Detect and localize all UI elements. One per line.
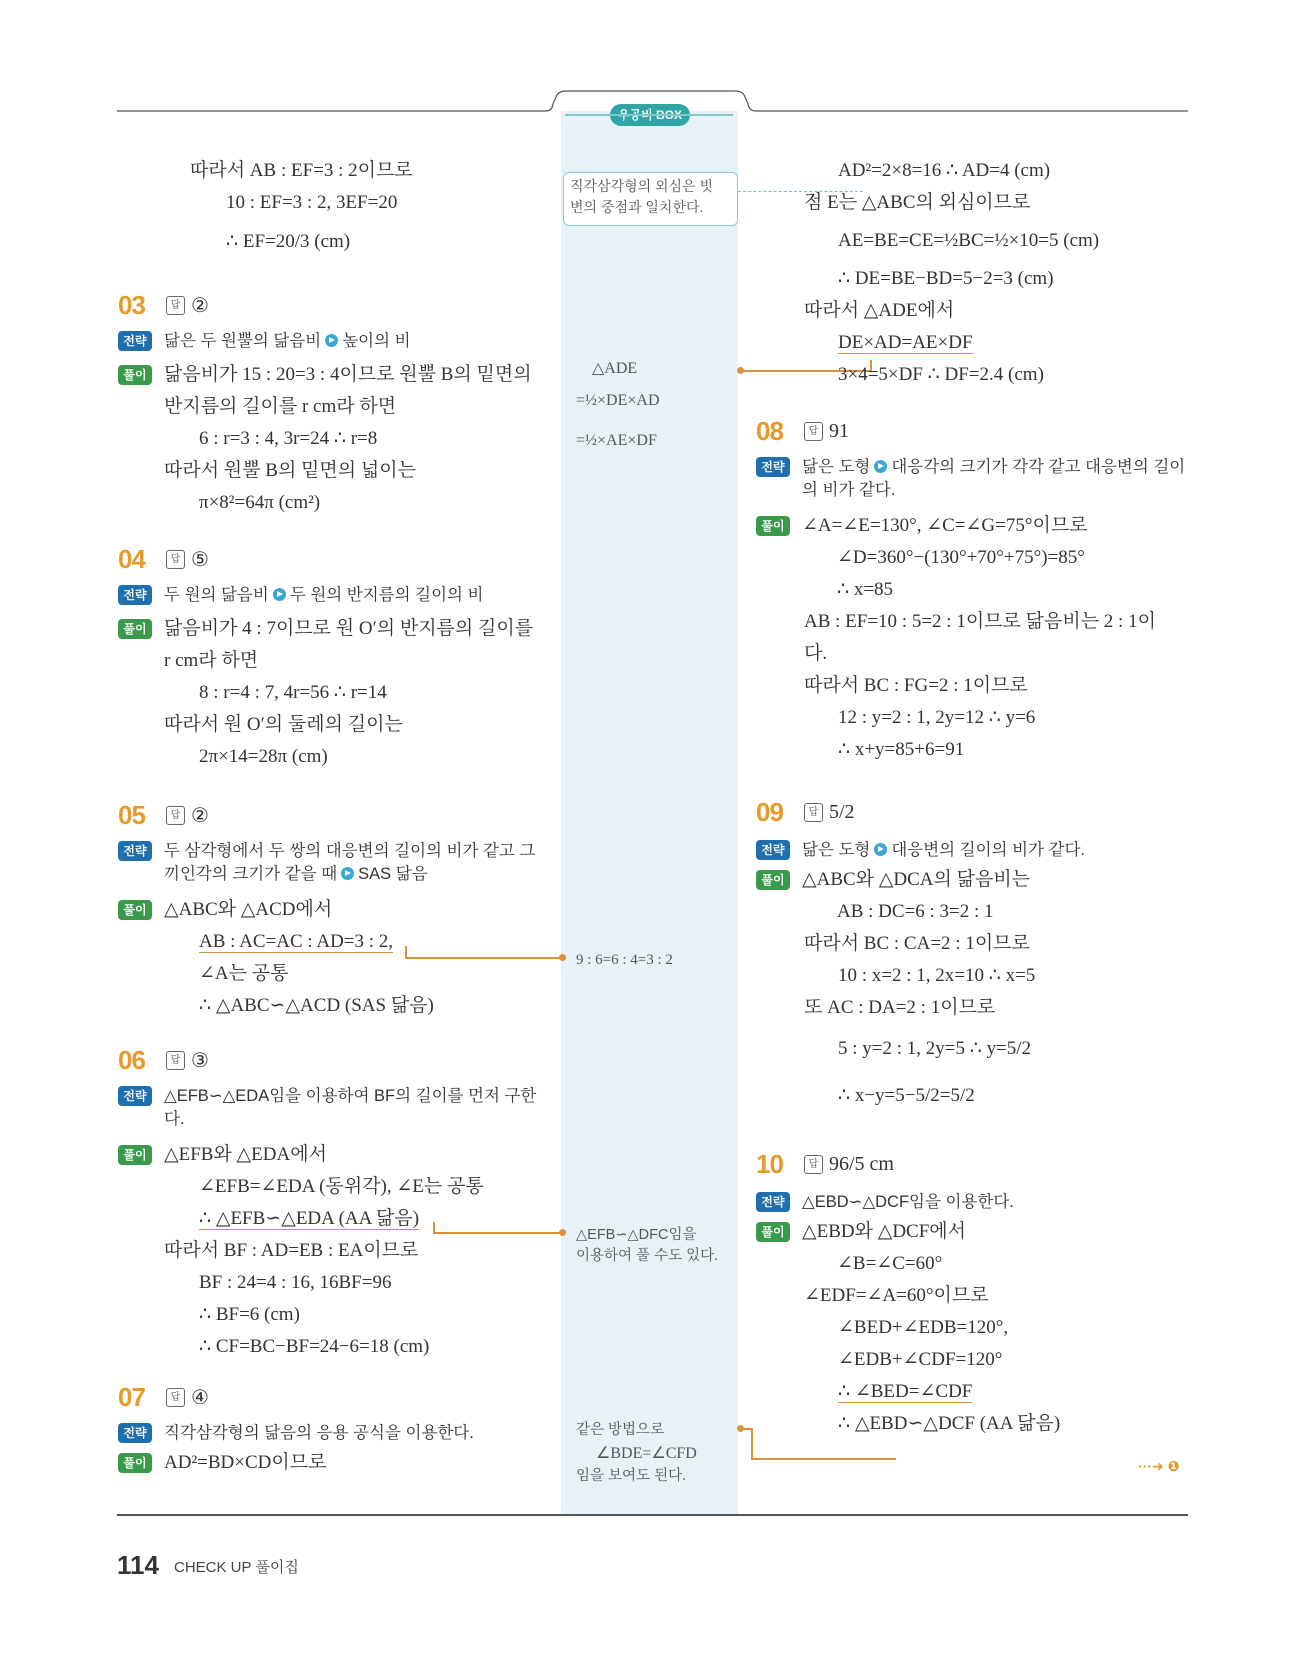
solution-line: ∠BED+∠EDB=120°, [838,1317,1009,1338]
solution-row [118,359,548,519]
strategy-row [118,579,548,607]
answer-value: ④ [191,1386,209,1409]
solution-tag: 풀이 [756,870,790,890]
solution-body [802,510,1196,606]
solution-body [802,1216,1196,1280]
problem-number: 04 [118,543,145,574]
strategy-tag: 전략 [118,1086,152,1106]
solution-line: AB : DC=6 : 3=2 : 1 [837,901,994,922]
answer-icon: 답 [166,296,185,315]
strategy-text: 두 원의 닮음비 두 원의 반지름의 길이의 비 [164,586,484,604]
solution-line: △ABC와 △ACD에서 [164,899,333,920]
note-ratio: 9 : 6=6 : 4=3 : 2 [576,952,673,968]
solution-line: 따라서 BC : CA=2 : 1이므로 [804,933,1030,954]
problem-number: 06 [118,1044,145,1075]
solution-line: ∠D=360°−(130°+70°+75°)=85° [837,547,1085,568]
highlight-underline: ∴ △EFB∽△EDA (AA 닮음) [199,1208,420,1229]
answer-value: 5/2 [829,800,855,823]
solution-line: ∴ DE=BE−BD=5−2=3 (cm) [838,268,1054,289]
problem-header [756,411,1196,451]
solution-line [164,926,548,958]
solution-line: 닮음비가 4 : 7이므로 원 O′의 반지름의 길이를 [164,618,534,639]
problem-number: 08 [756,415,783,446]
arrow-icon [874,460,887,473]
solution-line: ∠A=∠E=130°, ∠C=∠G=75°이므로 [802,515,1088,536]
strategy-tag: 전략 [756,1192,790,1212]
solution-line [756,1376,1196,1408]
solution-line: ∴ EF=20/3 (cm) [226,231,351,252]
note-area-3: =½×AE×DF [576,432,657,449]
problem-number: 03 [118,289,145,320]
strategy-text: 두 삼각형에서 두 쌍의 대응변의 길이의 비가 같고 그 끼인각의 크기가 같을 때 SAS 닮음 [164,842,536,883]
answer-icon: 답 [166,1388,185,1407]
solution-line [756,327,1196,359]
solution-tag: 풀이 [118,1453,152,1473]
solution-line: AD²=2×8=16 ∴ AD=4 (cm) [838,160,1051,181]
strategy-row [118,1417,548,1445]
solution-tag: 풀이 [118,1145,152,1165]
strategy-text: 직각삼각형의 닮음의 응용 공식을 이용한다. [164,1424,474,1442]
page-number: 114 [117,1550,159,1580]
strategy-tag: 전략 [118,585,152,605]
solution-line [164,1203,548,1235]
book-title: CHECK UP 풀이집 [174,1559,299,1576]
left-column [118,155,548,1479]
problem-number: 10 [756,1148,783,1179]
solution-line: 또 AC : DA=2 : 1이므로 [804,997,996,1018]
strategy-text: 닮은 두 원뿔의 닮음비 높이의 비 [164,332,411,350]
box-label-line [565,114,733,116]
arrow-icon [325,334,338,347]
solution-line: ∠A는 공통 [199,963,289,984]
solution-line: 따라서 원뿔 B의 밑면의 넓이는 [164,460,416,481]
solution-line: △EBD와 △DCF에서 [802,1221,966,1242]
solution-line: 따라서 AB : EF=3 : 2이므로 [190,160,413,181]
answer-value: ③ [191,1049,209,1072]
strategy-text: △EFB∽△EDA임을 이용하여 BF의 길이를 먼저 구한다. [164,1087,537,1128]
solution-line: 6 : r=3 : 4, 3r=24 ∴ r=8 [199,428,378,449]
solution-row [756,1216,1196,1280]
arrow-icon [273,588,286,601]
solution-line: AE=BE=CE=½BC=½×10=5 (cm) [838,230,1100,251]
strategy-text: △EBD∽△DCF임을 이용한다. [802,1193,1014,1211]
leader-line [751,1428,753,1459]
solution-body [164,894,548,1022]
answer-icon: 답 [166,1051,185,1070]
solution-body [164,359,548,519]
solution-line: 10 : EF=3 : 2, 3EF=20 [226,192,398,213]
answer-icon: 답 [166,806,185,825]
solution-tag: 풀이 [118,900,152,920]
solution-tag: 풀이 [756,1222,790,1242]
problem-header [118,1040,548,1080]
strategy-tag: 전략 [118,331,152,351]
solution-body [164,613,548,773]
problem-header [118,1377,548,1417]
solution-line: AD²=BD×CD이므로 [164,1452,327,1473]
problem-header [118,539,548,579]
answer-icon: 답 [804,1155,823,1174]
note-same-3: 임을 보여도 된다. [576,1468,687,1484]
note-area-1: △ADE [592,360,638,377]
footer-rule [117,1514,1188,1516]
continue-marker: ···➜ ❶ [1138,1458,1180,1474]
strategy-tag: 전략 [756,457,790,477]
solution-line: AB : EF=10 : 5=2 : 1이므로 닮음비는 2 : 1이 [804,611,1156,632]
solution-body [164,1139,548,1363]
solution-line: 점 E는 △ABC의 외심이므로 [804,192,1031,213]
highlight-underline: ∴ ∠BED=∠CDF [838,1381,973,1402]
problem-number: 09 [756,796,783,827]
strategy-text: 닮은 도형 대응변의 길이의 비가 같다. [802,841,1086,859]
solution-tag: 풀이 [756,516,790,536]
solution-tag: 풀이 [118,619,152,639]
solution-line: 닮음비가 15 : 20=3 : 4이므로 원뿔 B의 밑면의 [164,364,532,385]
solution-row [118,1139,548,1363]
strategy-text: 닮은 도형 대응각의 크기가 각각 같고 대응변의 길이의 비가 같다. [802,458,1186,499]
solution-line: ∴ BF=6 (cm) [199,1304,300,1325]
solution-line: 반지름의 길이를 r cm라 하면 [164,396,397,417]
solution-line: BF : 24=4 : 16, 16BF=96 [199,1272,392,1293]
strategy-row [118,325,548,353]
solution-line: 3×4=5×DF ∴ DF=2.4 (cm) [838,364,1044,385]
solution-line: ∠EDB+∠CDF=120° [838,1349,1003,1370]
answer-value: ② [191,294,209,317]
solution-row [118,1447,548,1479]
solution-line: 12 : y=2 : 1, 2y=12 ∴ y=6 [838,707,1036,728]
answer-icon: 답 [804,803,823,822]
problem-header [756,1144,1196,1184]
solution-line: 5 : y=2 : 1, 2y=5 ∴ y=5/2 [838,1038,1032,1059]
side-note-band [561,111,738,1516]
solution-body [802,864,1196,928]
solution-line: 다. [804,643,828,664]
problem-header [118,795,548,835]
solution-line: 2π×14=28π (cm) [199,746,328,767]
arrow-icon [874,843,887,856]
solution-body [164,1447,548,1479]
note-circumcenter: 직각삼각형의 외심은 빗 변의 중점과 일치한다. [563,172,738,226]
solution-row [756,510,1196,606]
solution-line: r cm라 하면 [164,650,259,671]
problem-header [756,792,1196,832]
solution-line: ∠EDF=∠A=60°이므로 [804,1285,989,1306]
answer-icon: 답 [166,550,185,569]
solution-line: ∴ x=85 [837,579,894,600]
answer-value: ② [191,804,209,827]
strategy-row [756,1186,1196,1214]
solution-row [756,864,1196,928]
problem-number: 05 [118,799,145,830]
solution-line: ∴ △ABC∽△ACD (SAS 닮음) [199,995,434,1016]
solution-line: △ABC와 △DCA의 닮음비는 [802,869,1031,890]
leader-dot [559,1229,566,1236]
strategy-tag: 전략 [756,840,790,860]
solution-line: 따라서 BF : AD=EB : EA이므로 [164,1240,419,1261]
note-same-2: ∠BDE=∠CFD [596,1445,697,1462]
solution-tag: 풀이 [118,365,152,385]
leader-dot [559,954,566,961]
solution-line: 따라서 BC : FG=2 : 1이므로 [804,675,1028,696]
note-same-1: 같은 방법으로 [576,1422,665,1438]
strategy-row [118,835,548,886]
solution-line: 따라서 원 O′의 둘레의 길이는 [164,714,403,735]
solution-line: ∴ x+y=85+6=91 [838,739,965,760]
solution-line: ∠EFB=∠EDA (동위각), ∠E는 공통 [199,1176,484,1197]
problem-number: 07 [118,1381,145,1412]
solution-line: 10 : x=2 : 1, 2x=10 ∴ x=5 [838,965,1036,986]
solution-line: △EFB와 △EDA에서 [164,1144,327,1165]
right-column [756,155,1196,1440]
solution-line: π×8²=64π (cm²) [199,492,321,513]
note-area-2: =½×DE×AD [576,392,660,409]
answer-value: ⑤ [191,548,209,571]
highlight-underline: AB : AC=AC : AD=3 : 2, [199,931,394,952]
arrow-icon [341,867,354,880]
solution-line: ∠B=∠C=60° [837,1253,943,1274]
solution-line: ∴ △EBD∽△DCF (AA 닮음) [838,1413,1061,1434]
strategy-row [756,834,1196,862]
solution-line: ∴ CF=BC−BF=24−6=18 (cm) [199,1336,430,1357]
solution-row [118,894,548,1022]
answer-value: 96/5 cm [829,1152,894,1175]
solution-line: ∴ x−y=5−5/2=5/2 [838,1085,975,1106]
solution-row [118,613,548,773]
problem-header [118,285,548,325]
solution-line: 8 : r=4 : 7, 4r=56 ∴ r=14 [199,682,387,703]
answer-icon: 답 [804,422,823,441]
strategy-tag: 전략 [118,841,152,861]
answer-value: 91 [829,419,849,442]
strategy-row [118,1080,548,1131]
strategy-row [756,451,1196,502]
note-alt-method: △EFB∽△DFC임을 이용하여 풀 수도 있다. [576,1227,719,1264]
strategy-tag: 전략 [118,1423,152,1443]
leader-line [751,1458,896,1460]
solution-line: 따라서 △ADE에서 [804,300,955,321]
highlight-underline: DE×AD=AE×DF [838,332,973,353]
